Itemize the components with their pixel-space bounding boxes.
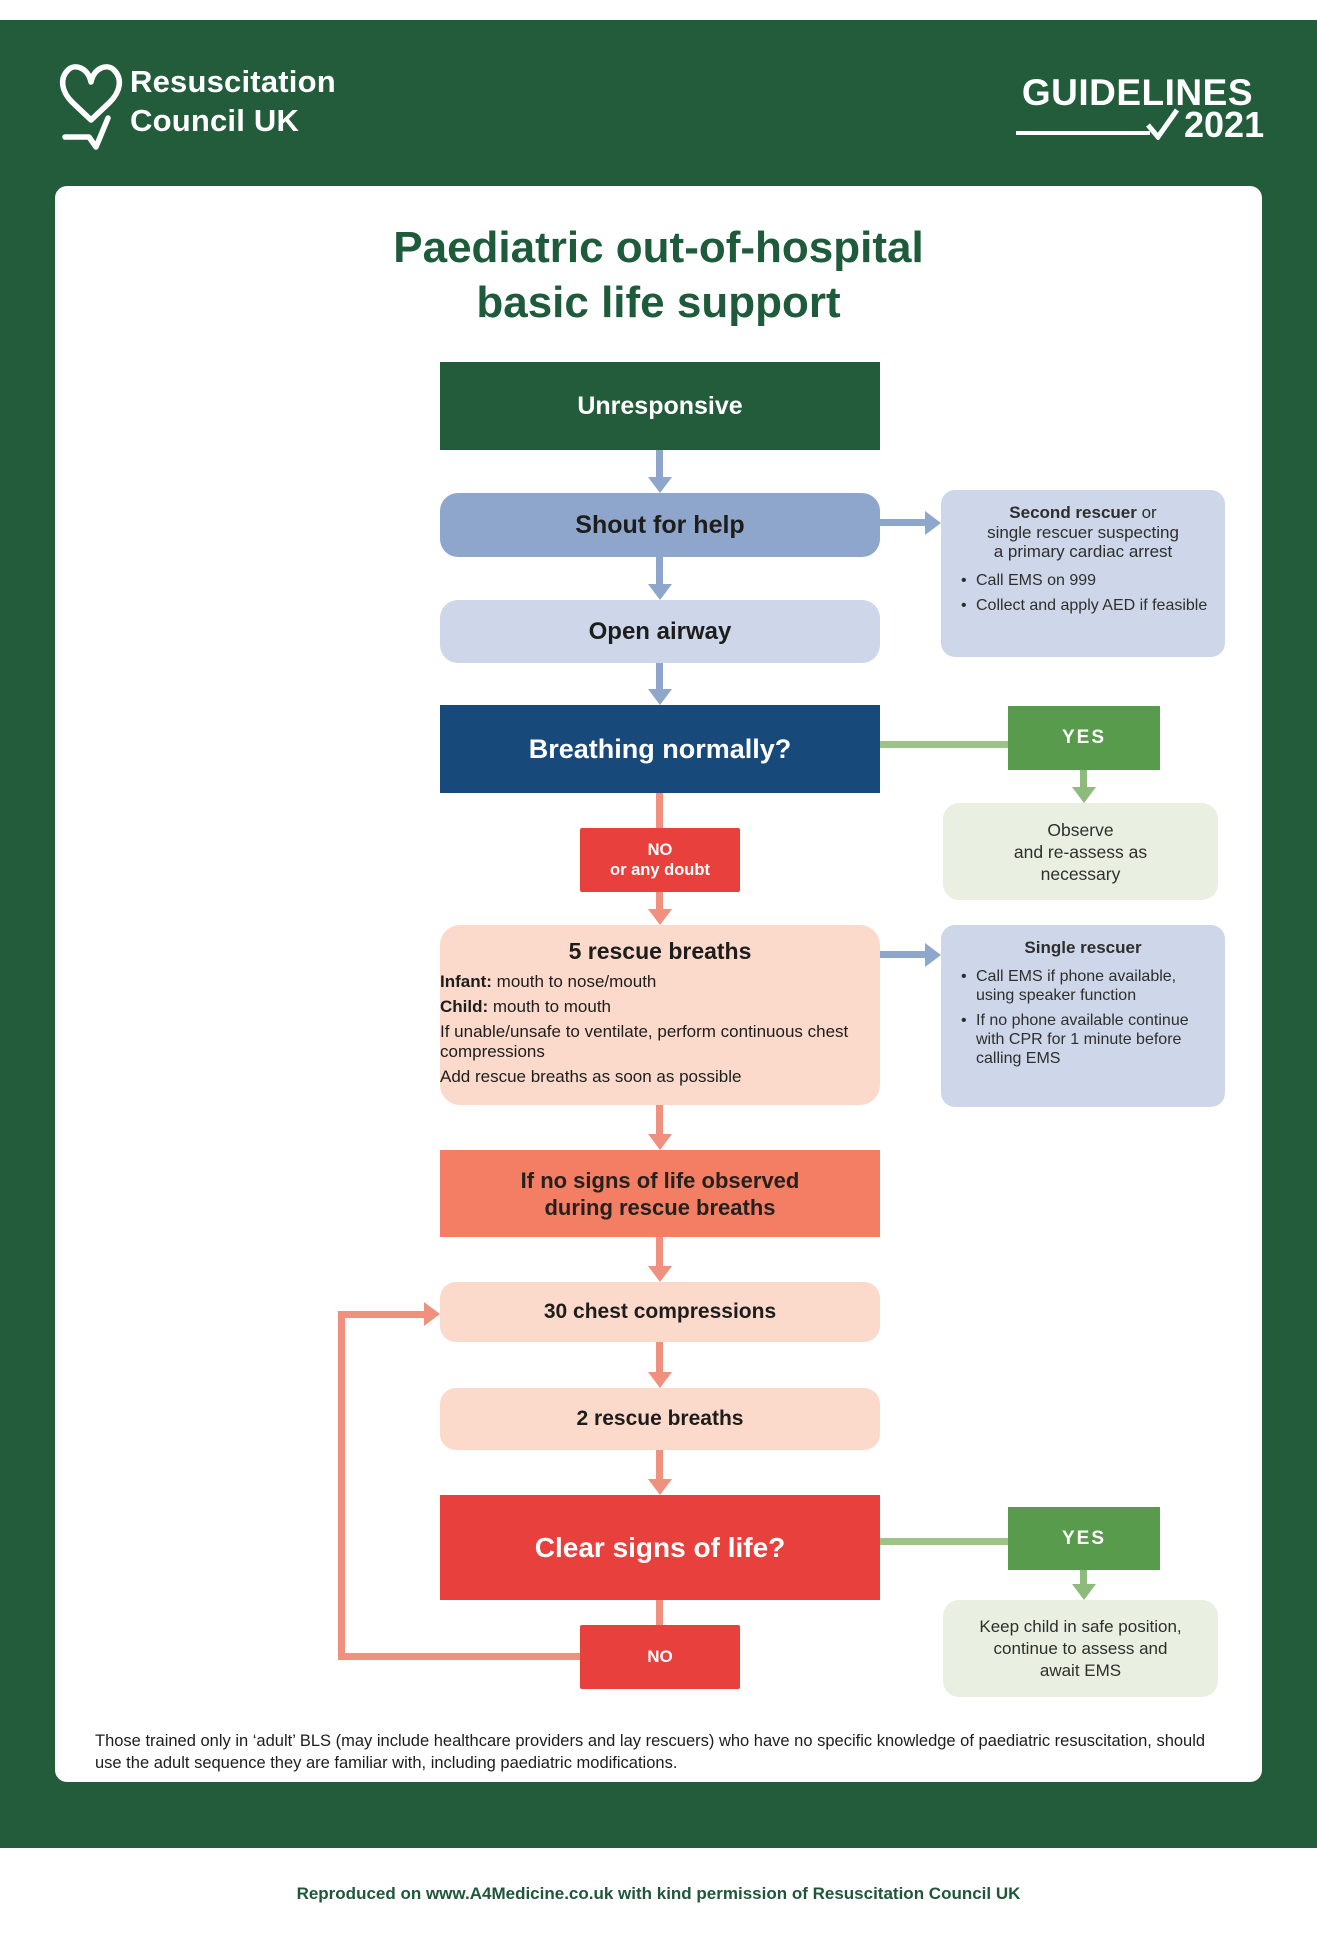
flow-box-no-clear <box>580 1625 740 1689</box>
page-title <box>55 220 1262 330</box>
arrowhead-loop-to-compressions <box>424 1302 440 1326</box>
arrowhead-to-2-breaths <box>648 1372 672 1388</box>
no-clear-label: NO <box>647 1647 673 1666</box>
keep-child-line3: await EMS <box>1039 1660 1122 1680</box>
rescue-breaths5-line3: If unable/unsafe to ventilate, perform continuous chest compressions <box>440 1022 849 1061</box>
brand-name <box>130 62 336 140</box>
arrow-yes-to-keep-child <box>1080 1570 1087 1584</box>
sidebox-single-rescuer <box>941 925 1225 1107</box>
child-text: mouth to mouth <box>488 997 611 1016</box>
single-rescuer-heading: Single rescuer <box>1024 938 1142 957</box>
second-rescuer-bullet2: • Collect and apply AED if feasible <box>957 596 1209 615</box>
loop-bottom-segment <box>338 1653 580 1660</box>
arrowhead-shout-to-second-rescuer <box>925 511 941 535</box>
flow-box-unresponsive <box>440 362 880 450</box>
second-rescuer-heading <box>957 503 1209 562</box>
arrowhead-breathing-to-rescue-breaths <box>648 909 672 925</box>
footnote: Those trained only in ‘adult’ BLS (may include healthcare providers and lay rescuers) who have no specific knowledge of paediatric resuscitation, should use the adult sequence they are familiar with, including paediatric modifications. <box>95 1732 1206 1772</box>
arrow-to-compressions <box>656 1237 663 1266</box>
flow-box-yes-clear <box>1008 1507 1160 1570</box>
rescue-breaths5-line4: Add rescue breaths as soon as possible <box>440 1067 742 1086</box>
no-any-doubt-line1: NO <box>647 841 673 859</box>
flow-box-unresponsive-label: Unresponsive <box>577 391 743 420</box>
flow-box-observe <box>943 803 1218 900</box>
rescue-breaths5-title: 5 rescue breaths <box>568 938 752 964</box>
attribution: Reproduced on www.A4Medicine.co.uk with kind permission of Resuscitation Council UK <box>296 1884 1021 1903</box>
single-rescuer-bullet1: • Call EMS if phone available, using speaker function <box>957 967 1209 1005</box>
single-rescuer-bullets <box>957 967 1209 1068</box>
yes-breathing-label: YES <box>1061 727 1107 748</box>
guidelines-label: GUIDELINES <box>1021 72 1253 113</box>
compressions30-label: 30 chest compressions <box>543 1300 777 1323</box>
guidelines-check-icon <box>1146 108 1180 140</box>
flow-box-clear-signs <box>440 1495 880 1600</box>
arrowhead-yes-to-keep-child <box>1072 1584 1096 1600</box>
arrowhead-unresponsive-to-shout <box>648 477 672 493</box>
flow-box-shout-for-help <box>440 493 880 557</box>
arrow-to-clear-signs <box>656 1450 663 1479</box>
observe-line1: Observe <box>1047 819 1114 840</box>
flow-box-no-any-doubt <box>580 828 740 892</box>
second-rescuer-bold: Second rescuer <box>1009 503 1137 522</box>
arrowhead-to-no-signs <box>648 1134 672 1150</box>
connector-breathing-to-yes <box>880 741 1008 748</box>
loop-vertical-segment <box>338 1311 345 1660</box>
guidelines-year: 2021 <box>1184 104 1265 145</box>
keep-child-line1: Keep child in safe position, <box>979 1616 1182 1636</box>
keep-child-line2: continue to assess and <box>993 1638 1168 1658</box>
flow-box-open-airway-label: Open airway <box>588 617 732 645</box>
second-rescuer-heading-line1 <box>957 503 1209 523</box>
arrowhead-yes-to-observe <box>1072 787 1096 803</box>
second-rescuer-bullets <box>957 571 1209 615</box>
flow-box-keep-child <box>943 1600 1218 1697</box>
connector-clear-signs-to-yes <box>880 1538 1008 1545</box>
flow-box-2-rescue-breaths <box>440 1388 880 1450</box>
second-rescuer-heading-line2: single rescuer suspecting <box>987 522 1179 542</box>
arrow-yes-to-observe <box>1080 770 1087 787</box>
infant-label: Infant: <box>440 972 492 991</box>
second-rescuer-suffix: or <box>1136 503 1157 522</box>
arrow-open-airway-to-breathing <box>656 663 663 689</box>
no-signs-line2: during rescue breaths <box>544 1194 776 1220</box>
arrow-shout-to-second-rescuer <box>880 519 925 526</box>
no-signs-line1: If no signs of life observed <box>520 1167 800 1193</box>
flow-box-open-airway <box>440 600 880 663</box>
flow-box-no-signs-of-life <box>440 1150 880 1237</box>
infant-text: mouth to nose/mouth <box>491 972 657 991</box>
observe-line2: and re-assess as <box>1013 841 1148 862</box>
flow-box-breathing-label: Breathing normally? <box>528 733 792 764</box>
flow-box-30-compressions <box>440 1282 880 1342</box>
second-rescuer-bullet1: • Call EMS on 999 <box>957 571 1209 590</box>
brand-line2: Council UK <box>130 103 300 138</box>
flow-box-shout-label: Shout for help <box>575 510 745 539</box>
child-label: Child: <box>440 997 489 1016</box>
arrowhead-shout-to-open-airway <box>648 584 672 600</box>
arrow-to-no-signs <box>656 1105 663 1134</box>
arrow-unresponsive-to-shout <box>656 450 663 477</box>
observe-line3: necessary <box>1040 863 1121 884</box>
arrow-rescue-breaths-to-single-rescuer <box>880 951 925 958</box>
arrowhead-to-clear-signs <box>648 1479 672 1495</box>
page-title-line1: Paediatric out-of-hospital <box>393 223 924 272</box>
flow-box-breathing-normally <box>440 705 880 793</box>
single-rescuer-bullet2: • If no phone available continue with CPR for 1 minute before calling EMS <box>957 1011 1209 1068</box>
no-any-doubt-line2: or any doubt <box>610 861 710 879</box>
rescue-breaths5-child <box>424 997 896 1017</box>
arrowhead-open-airway-to-breathing <box>648 689 672 705</box>
rescue-breaths2-label: 2 rescue breaths <box>576 1407 744 1430</box>
arrow-shout-to-open-airway <box>656 557 663 584</box>
guidelines-underline <box>1016 131 1150 135</box>
arrowhead-rescue-breaths-to-single-rescuer <box>925 943 941 967</box>
yes-clear-label: YES <box>1061 1527 1107 1549</box>
second-rescuer-heading-line3: a primary cardiac arrest <box>993 542 1173 561</box>
rescue-breaths5-infant <box>424 972 896 992</box>
clear-signs-label: Clear signs of life? <box>534 1531 786 1563</box>
page-title-line2: basic life support <box>476 278 841 327</box>
flow-box-5-rescue-breaths <box>440 925 880 1105</box>
sidebox-second-rescuer <box>941 490 1225 657</box>
arrowhead-to-compressions <box>648 1266 672 1282</box>
arrow-to-2-breaths <box>656 1342 663 1372</box>
brand-line1: Resuscitation <box>130 64 336 99</box>
loop-top-segment <box>338 1311 424 1318</box>
rcuk-heart-logo-icon <box>58 58 124 150</box>
flow-box-yes-breathing <box>1008 706 1160 770</box>
